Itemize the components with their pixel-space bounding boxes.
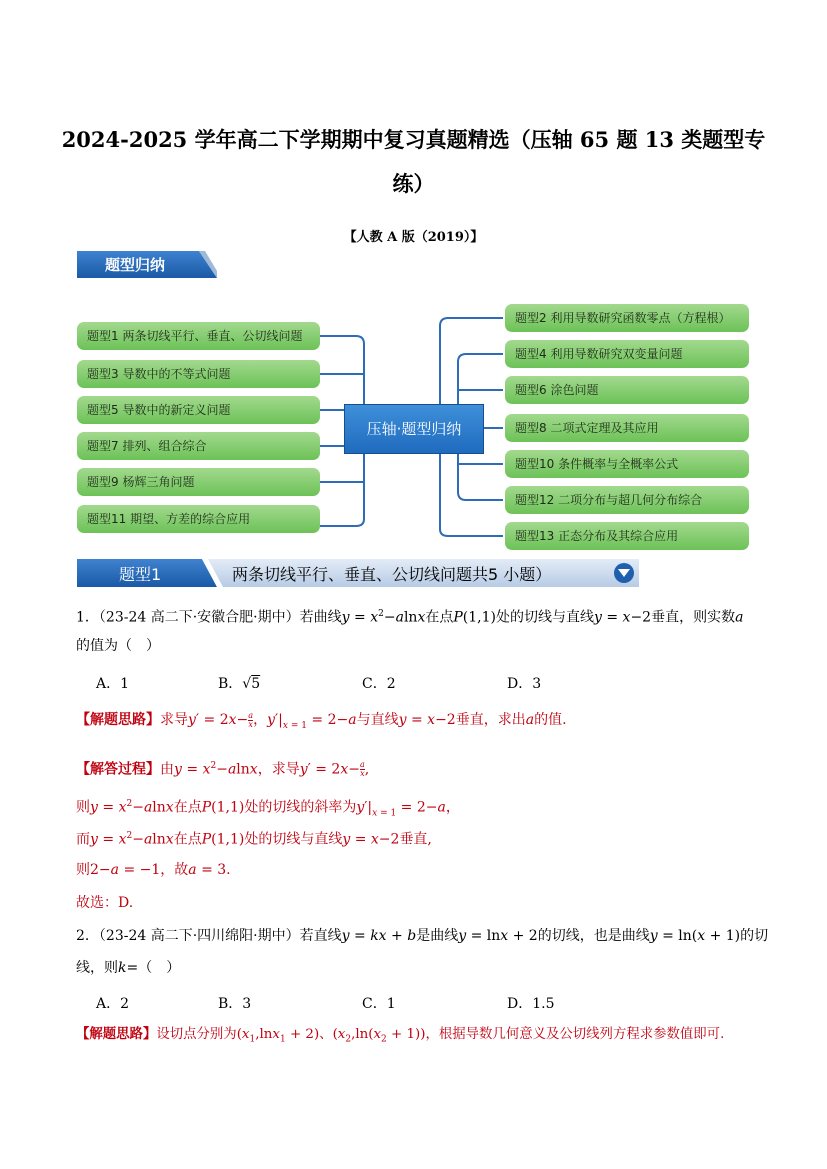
q2-text-a: 是曲线	[416, 928, 459, 944]
q1-number: 1．	[76, 609, 99, 626]
type1-banner-tag: 题型1	[119, 565, 162, 584]
q1-text-a: 在点	[425, 609, 454, 626]
q2-number: 2．	[76, 928, 99, 944]
q2-hint-b: 、	[319, 1027, 333, 1042]
q1-process-line-1: 【解答过程】由$y = x^2-alnx$，求导y′ = 2x− $\frac{a}{x}$ ,	[76, 760, 370, 779]
q1-hint-b: 与直线	[356, 712, 399, 728]
q1-option-a[interactable]: A．1	[96, 676, 130, 692]
q2-hint: 【解题思路】设切点分别为$(x_1,\ln x_1 + 2)$、$(x_2,\ln(x_2 + 1))$，根据导数几何意义及公切线列方程求参数值即可.	[76, 1026, 725, 1045]
q1-process-line-3: 而$y = x^2-alnx$在点P(1,1)处的切线与直线y = x−2垂直,	[76, 831, 432, 848]
collapse-chevron-icon[interactable]	[613, 562, 635, 584]
mindmap-item-type3: 题型3 导数中的不等式问题	[77, 360, 320, 388]
q2-text-c: 的切	[740, 928, 769, 944]
mindmap-item-type6: 题型6 涂色问题	[505, 376, 749, 404]
mindmap-item-type5: 题型5 导数中的新定义问题	[77, 396, 320, 424]
q1-text-b: 处的切线与直线	[495, 609, 594, 626]
q1-final-a: 则	[76, 862, 90, 878]
q1-text-c: 垂直，则实数	[651, 609, 736, 626]
q2-line-2: 线，则k=（ ）	[76, 960, 181, 976]
q2-line-1: 2．（23-24 高二下·四川绵阳·期中）若直线y = kx + b是曲线y = lnx + 2的切线，也是曲线y = ln(x + 1)的切	[76, 928, 769, 944]
q1-proc-a: 由	[160, 761, 174, 778]
mindmap-item-type9: 题型9 杨辉三角问题	[77, 468, 320, 496]
q1-line-er4: 垂直,	[399, 831, 432, 848]
q2-line2b: =（ ）	[126, 960, 181, 976]
q1-option-b-label: B．	[218, 676, 243, 692]
q2-hint-label: 【解题思路】	[76, 1026, 157, 1042]
q2-hint-a: 设切点分别为	[156, 1027, 237, 1042]
q1-line-ze3: 处的切线的斜率为	[244, 799, 357, 816]
q2-option-b[interactable]: B．3	[218, 996, 252, 1012]
section-header-tab	[77, 251, 217, 278]
q1-hint-d: 的值.	[534, 712, 567, 728]
q1-hint-c: 垂直，求出	[455, 712, 526, 728]
mindmap-item-type2: 题型2 利用导数研究函数零点（方程根）	[505, 304, 749, 332]
q1-line-er: 而	[76, 831, 90, 848]
mindmap-item-type4: 题型4 利用导数研究双变量问题	[505, 340, 749, 368]
mindmap-item-type11: 题型11 期望、方差的综合应用	[77, 505, 320, 533]
q2-option-a[interactable]: A．2	[96, 996, 130, 1012]
q1-line-ze2: 在点	[173, 799, 202, 816]
q1-line-2: 的值为（ ）	[76, 638, 160, 654]
q1-option-b-root: 5	[251, 676, 261, 692]
q1-process-line-2: 则$y = x^2-alnx$在点P(1,1)处的切线的斜率为$y'|_{x = 1} = 2-a$，	[76, 799, 460, 819]
doc-title-line-1: 2024-2025 学年高二下学期期中复习真题精选（压轴 65 题 13 类题型专	[61, 127, 766, 152]
type1-banner	[77, 559, 639, 587]
q1-proc-b: ，求导	[257, 761, 300, 778]
doc-title-line-2: 练）	[392, 171, 435, 196]
q1-source: （23-24 高二下·安徽合肥·期中）若曲线	[98, 609, 342, 626]
mindmap-item-type13: 题型13 正态分布及其综合应用	[505, 522, 749, 550]
mindmap-item-type10: 题型10 条件概率与全概率公式	[505, 450, 749, 478]
mindmap-item-type8: 题型8 二项式定理及其应用	[505, 414, 749, 442]
q2-line2a: 线，则	[76, 960, 118, 976]
q2-hint-c: ，根据导数几何意义及公切线列方程求参数值即可.	[425, 1027, 725, 1042]
q1-process-line-4: 则2−a = −1，故a = 3.	[76, 862, 231, 878]
q1-line-er3: 处的切线与直线	[244, 831, 343, 848]
q1-process-label: 【解答过程】	[76, 761, 160, 778]
type1-banner-desc: 两条切线平行、垂直、公切线问题共5 小题）	[232, 565, 552, 584]
q2-option-c[interactable]: C．1	[362, 996, 396, 1012]
q1-hint-label: 【解题思路】	[76, 712, 160, 728]
mindmap-item-type1: 题型1 两条切线平行、垂直、公切线问题	[77, 322, 320, 350]
q1-option-b[interactable]: B．√5	[218, 676, 261, 692]
q2-text-b: 的切线，也是曲线	[537, 928, 650, 944]
q1-line-er2: 在点	[173, 831, 202, 848]
q1-option-d[interactable]: D．3	[507, 676, 542, 692]
q2-option-d[interactable]: D．1.5	[507, 996, 555, 1012]
q1-hint-a: 求导	[160, 712, 188, 728]
q1-line-ze: 则	[76, 799, 90, 816]
q1-final-b: ，故	[160, 862, 189, 878]
edition-label: 【人教 A 版（2019）】	[343, 230, 484, 245]
q2-source: （23-24 高二下·四川绵阳·期中）若直线	[98, 928, 342, 944]
mindmap-item-type12: 题型12 二项分布与超几何分布综合	[505, 486, 749, 514]
mindmap-item-type7: 题型7 排列、组合综合	[77, 432, 320, 460]
q1-answer: 故选：D.	[76, 895, 134, 911]
q1-hint: 【解题思路】求导y′ = 2x− $\frac{a}{x}$ ，$y'|_{x = 1} = 2-a$与直线y = x−2垂直，求出a的值.	[76, 710, 567, 731]
q1-line-1: 1．（23-24 高二下·安徽合肥·期中）若曲线$y = x^2-alnx$在点P(1,1)处的切线与直线y = x−2垂直，则实数a	[76, 609, 744, 626]
section-header-label: 题型归纳	[105, 256, 166, 274]
q1-option-c[interactable]: C．2	[362, 676, 396, 692]
mindmap-center: 压轴·题型归纳	[344, 404, 484, 454]
